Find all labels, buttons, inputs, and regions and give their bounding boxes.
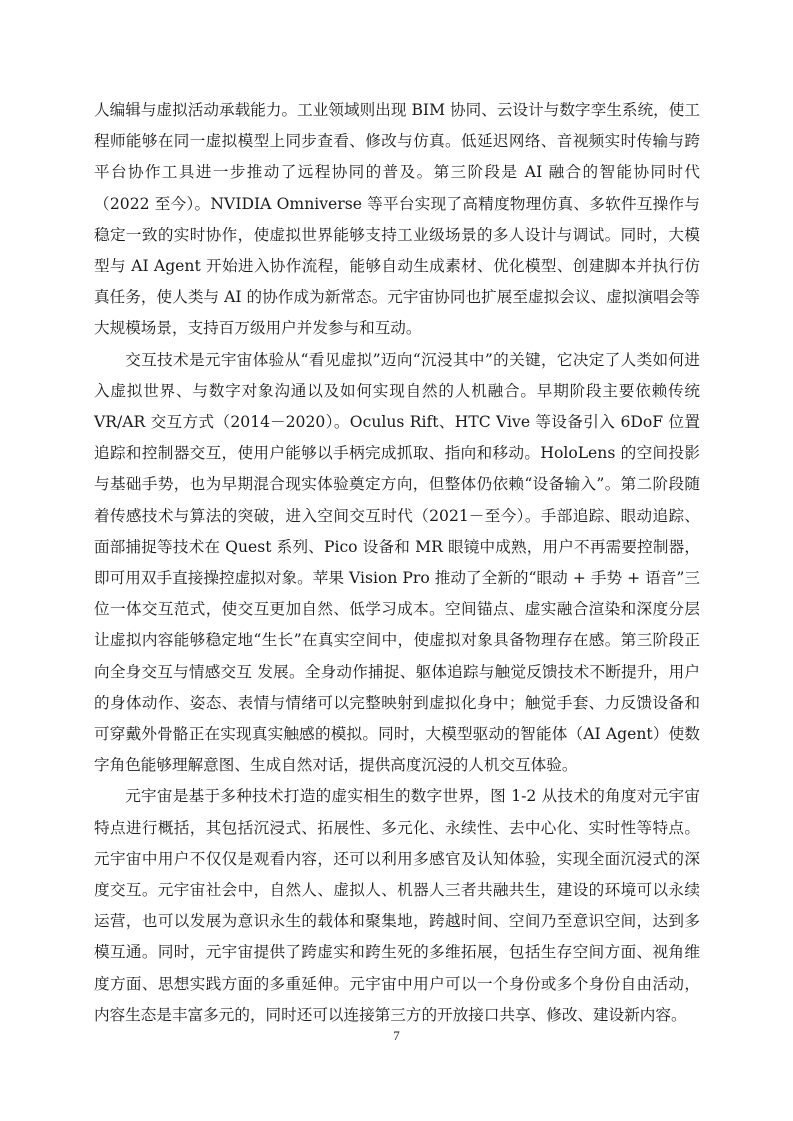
paragraph-interaction-technology: 交互技术是元宇宙体验从“看见虚拟”迈向“沉浸其中”的关键，它决定了人类如何进入虚拟世界、与数字对象沟通以及如何实现自然的人机融合。早期阶段主要依赖传统 VR/AR 交互方式（2014－2020）。Oculus Rift、HTC Vive 等设备引入 6DoF 位置追踪和控制器交互，使用户能够以手柄完成抓取、指向和移动。HoloLens 的空间投影与基础手势，也为早期混合现实体验奠定方向，但整体仍依赖“设备输入”。第二阶段随着传感技术与算法的突破，进入空间交互时代（2021－至今）。手部追踪、眼动追踪、面部捕捉等技术在 Quest 系列、Pico 设备和 MR 眼镜中成熟，用户不再需要控制器，即可用双手直接操控虚拟对象。苹果 Vision Pro 推动了全新的“眼动 + 手势 + 语音”三位一体交互范式，使交互更加自然、低学习成本。空间锚点、虚实融合渲染和深度分层让虚拟内容能够稳定地“生长”在真实空间中，使虚拟对象具备物理存在感。第三阶段正向全身交互与情感交互 发展。全身动作捕捉、躯体追踪与触觉反馈技术不断提升，用户的身体动作、姿态、表情与情绪可以完整映射到虚拟化身中；触觉手套、力反馈设备和可穿戴外骨骼正在实现真实触感的模拟。同时，大模型驱动的智能体（AI Agent）使数字角色能够理解意图、生成自然对话，提供高度沉浸的人机交互体验。: [94, 350, 700, 775]
paragraph-collaboration-continued: 人编辑与虚拟活动承载能力。工业领域则出现 BIM 协同、云设计与数字孪生系统，使工程师能够在同一虚拟模型上同步查看、修改与仿真。低延迟网络、音视频实时传输与跨平台协作工具进一步推动了远程协同的普及。第三阶段是 AI 融合的智能协同时代（2022 至今）。NVIDIA Omniverse 等平台实现了高精度物理仿真、多软件互操作与稳定一致的实时协作，使虚拟世界能够支持工业级场景的多人设计与调试。同时，大模型与 AI Agent 开始进入协作流程，能够自动生成素材、优化模型、创建脚本并执行仿真任务，使人类与 AI 的协作成为新常态。元宇宙协同也扩展至虚拟会议、虚拟演唱会等大规模场景，支持百万级用户并发参与和互动。: [94, 101, 700, 338]
body-text: [94, 95, 700, 1031]
page-number: 7: [393, 1028, 400, 1043]
paragraph-metaverse-features: 元宇宙是基于多种技术打造的虚实相生的数字世界，图 1-2 从技术的角度对元宇宙特点进行概括，其包括沉浸式、拓展性、多元化、永续性、去中心化、实时性等特点。元宇宙中用户不仅仅是观看内容，还可以利用多感官及认知体验，实现全面沉浸式的深度交互。元宇宙社会中，自然人、虚拟人、机器人三者共融共生，建设的环境可以永续运营，也可以发展为意识永生的载体和聚集地，跨越时间、空间乃至意识空间，达到多模互通。同时，元宇宙提供了跨虚实和跨生死的多维拓展，包括生存空间方面、视角维度方面、思想实践方面的多重延伸。元宇宙中用户可以一个身份或多个身份自由活动，内容生态是丰富多元的，同时还可以连接第三方的开放接口共享、修改、建设新内容。: [94, 787, 700, 1024]
